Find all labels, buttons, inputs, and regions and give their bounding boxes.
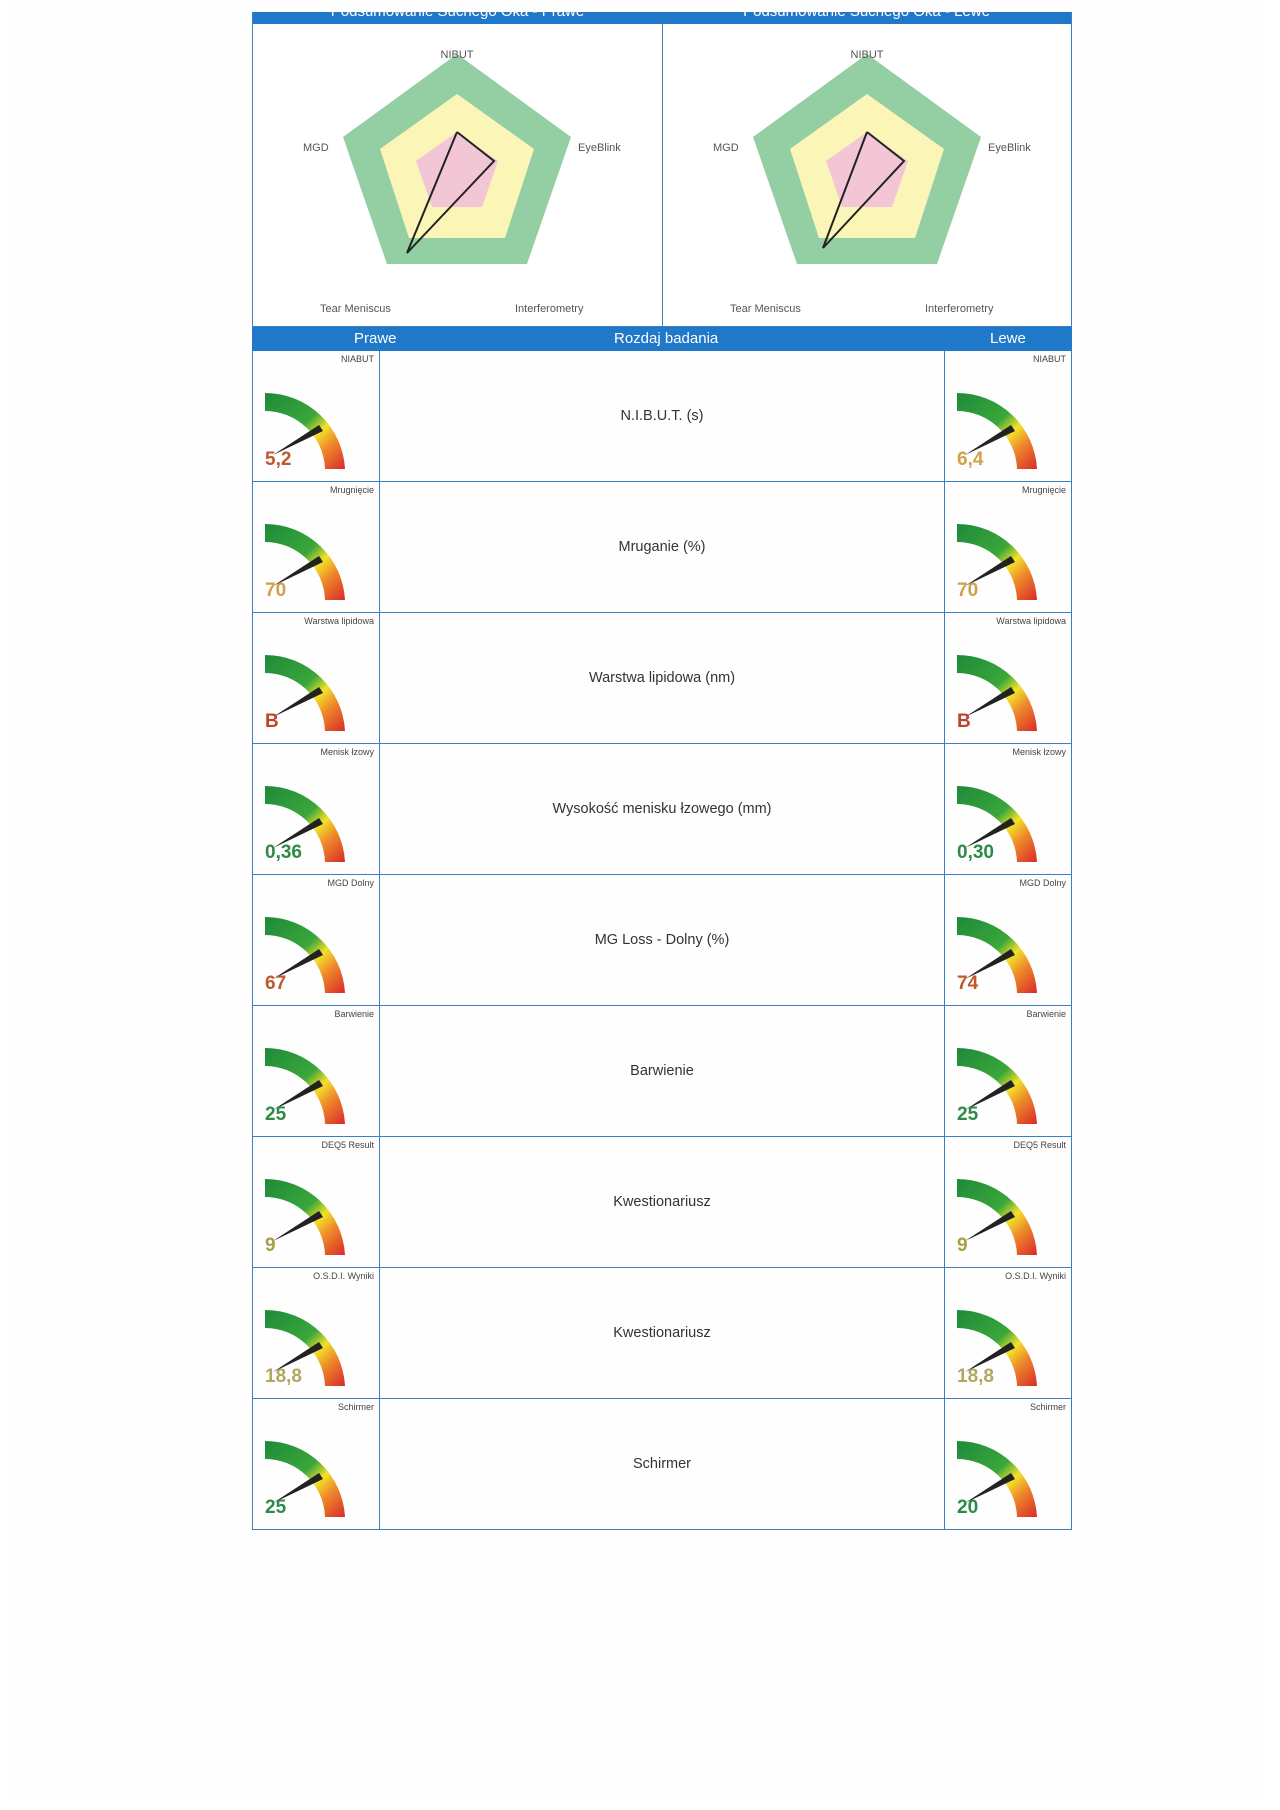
gauge-title: Menisk łzowy (320, 747, 374, 757)
gauge-right-eye (252, 613, 380, 743)
gauge-title: NIABUT (340, 354, 374, 364)
gauge-left-eye (944, 1006, 1072, 1136)
gauge-value: 9 (265, 1235, 276, 1256)
radar-axis-mgd: MGD (303, 142, 329, 154)
exam-name: Warstwa lipidowa (nm) (588, 670, 736, 686)
radar-axis-nibut: NIBUT (850, 49, 884, 61)
radar-axis-interferometry: Interferometry (925, 303, 994, 315)
gauge-value: 0,30 (957, 842, 994, 863)
gauge-value: B (265, 711, 279, 732)
gauge-left-eye (944, 1268, 1072, 1398)
gauge-left-eye (944, 351, 1072, 481)
gauge-right-eye (252, 744, 380, 874)
header-left-eye: Lewe (990, 330, 1026, 347)
gauge-left-eye (944, 875, 1072, 1005)
exam-name: MG Loss - Dolny (%) (594, 932, 730, 948)
radar-title-left: Podsumowanie Suchego Oka - Lewe (743, 3, 990, 20)
gauge-title: MGD Dolny (1019, 878, 1066, 888)
gauge-right-eye (252, 875, 380, 1005)
radar-summary (252, 3, 1072, 327)
gauge-value: 20 (957, 1497, 979, 1518)
gauge-value: 6,4 (957, 449, 984, 470)
gauge-right-eye (252, 482, 380, 612)
radar-axis-tear-meniscus: Tear Meniscus (730, 303, 801, 315)
gauge-value: 70 (265, 580, 287, 601)
table-row (252, 1006, 1072, 1137)
gauge-value: 25 (957, 1104, 979, 1125)
exam-name: Kwestionariusz (613, 1194, 711, 1210)
radar-svg-left (663, 24, 1072, 326)
gauge-title: Barwienie (334, 1009, 374, 1019)
gauge-title: NIABUT (1032, 354, 1066, 364)
gauge-title: Warstwa lipidowa (996, 616, 1066, 626)
table-row (252, 613, 1072, 744)
gauge-title: O.S.D.I. Wyniki (313, 1271, 374, 1281)
gauge-title: O.S.D.I. Wyniki (1005, 1271, 1066, 1281)
header-right-eye: Prawe (354, 330, 397, 347)
radar-axis-mgd: MGD (713, 142, 739, 154)
radar-svg-right (253, 24, 662, 326)
table-row (252, 744, 1072, 875)
gauge-left-eye (944, 744, 1072, 874)
gauge-title: Menisk łzowy (1012, 747, 1066, 757)
radar-chart-left (662, 24, 1072, 326)
gauge-value: 70 (957, 580, 979, 601)
gauge-title: Schirmer (1029, 1402, 1066, 1412)
header-exam-type: Rozdaj badania (614, 330, 719, 347)
gauge-right-eye (252, 1268, 380, 1398)
exam-name: N.I.B.U.T. (s) (620, 408, 704, 424)
gauge-right-eye (252, 1399, 380, 1529)
radar-header-bar (253, 3, 1071, 24)
gauge-dial (955, 1155, 1055, 1255)
gauge-value: 5,2 (265, 449, 292, 470)
table-row (252, 1399, 1072, 1530)
gauge-title: MGD Dolny (327, 878, 374, 888)
gauge-value: 74 (957, 973, 979, 994)
exam-name: Wysokość menisku łzowego (mm) (552, 801, 772, 817)
dry-eye-report (252, 3, 1072, 1530)
radar-chart-right (253, 24, 662, 326)
gauge-value: 18,8 (265, 1366, 302, 1387)
table-row (252, 482, 1072, 613)
gauge-left-eye (944, 1399, 1072, 1529)
exam-name: Kwestionariusz (613, 1325, 711, 1341)
radar-axis-eyeblink: EyeBlink (988, 142, 1031, 154)
gauge-title: Barwienie (1026, 1009, 1066, 1019)
table-row (252, 351, 1072, 482)
radar-axis-nibut: NIBUT (440, 49, 474, 61)
radar-axis-interferometry: Interferometry (515, 303, 584, 315)
gauge-dial (263, 1155, 363, 1255)
gauge-right-eye (252, 1137, 380, 1267)
exam-name: Schirmer (632, 1456, 691, 1472)
gauge-left-eye (944, 613, 1072, 743)
exam-name: Barwienie (630, 1063, 694, 1079)
gauge-value: 67 (265, 973, 287, 994)
results-table-header (252, 327, 1072, 351)
gauge-title: Schirmer (337, 1402, 374, 1412)
gauge-value: B (957, 711, 971, 732)
gauge-title: Warstwa lipidowa (304, 616, 374, 626)
gauge-right-eye (252, 1006, 380, 1136)
gauge-value: 9 (957, 1235, 968, 1256)
table-row (252, 875, 1072, 1006)
radar-axis-tear-meniscus: Tear Meniscus (320, 303, 391, 315)
gauge-value: 18,8 (957, 1366, 994, 1387)
gauge-title: DEQ5 Result (1013, 1140, 1066, 1150)
gauge-value: 0,36 (265, 842, 302, 863)
gauge-title: Mrugnięcie (329, 485, 374, 495)
gauge-title: DEQ5 Result (321, 1140, 374, 1150)
gauge-value: 25 (265, 1497, 287, 1518)
table-row (252, 1137, 1072, 1268)
radar-title-right: Podsumowanie Suchego Oka - Prawe (330, 3, 585, 20)
gauge-value: 25 (265, 1104, 287, 1125)
radar-axis-eyeblink: EyeBlink (578, 142, 621, 154)
gauge-right-eye (252, 351, 380, 481)
table-row (252, 1268, 1072, 1399)
exam-name: Mruganie (%) (618, 539, 706, 555)
gauge-title: Mrugnięcie (1021, 485, 1066, 495)
scanned-page (12, 0, 1266, 1800)
results-table-body (252, 351, 1072, 1530)
gauge-left-eye (944, 482, 1072, 612)
gauge-left-eye (944, 1137, 1072, 1267)
